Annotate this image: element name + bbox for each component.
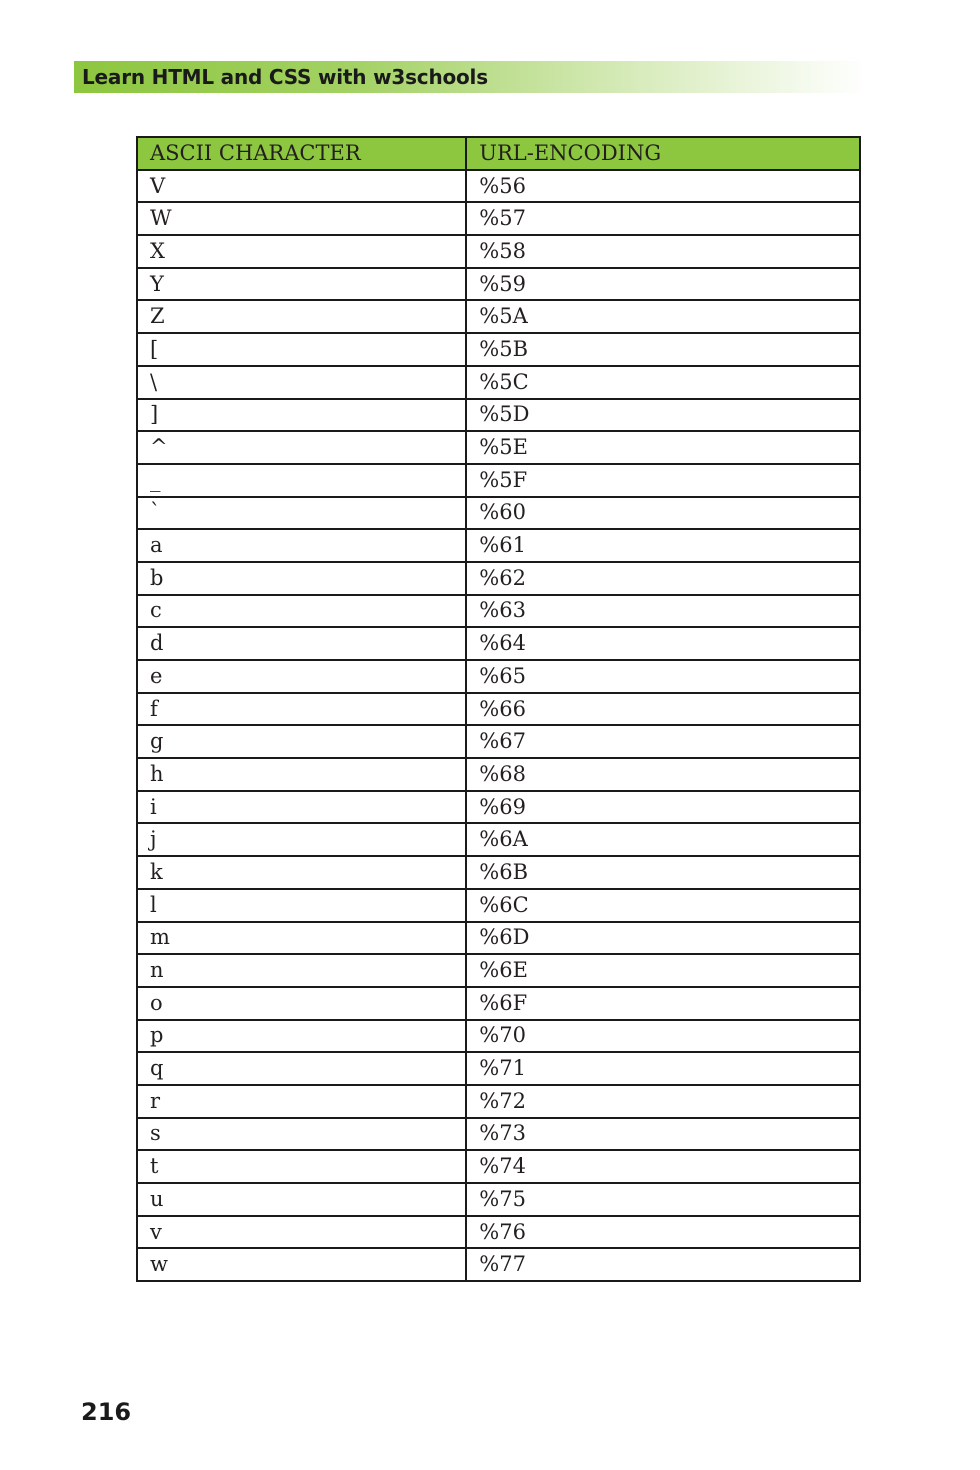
url-encoding-cell: %5C [466,366,860,399]
ascii-character-cell: j [137,823,466,856]
ascii-character-cell: a [137,529,466,562]
url-encoding-cell: %59 [466,268,860,301]
table-row [137,333,860,366]
table-row [137,725,860,758]
url-encoding-cell: %63 [466,595,860,628]
url-encoding-cell: %69 [466,791,860,824]
ascii-character-cell: b [137,562,466,595]
table-row [137,1020,860,1053]
url-encoding-cell: %6F [466,987,860,1020]
url-encoding-cell: %73 [466,1118,860,1151]
ascii-character-cell: p [137,1020,466,1053]
column-header-ascii-character: ASCII CHARACTER [137,137,466,170]
url-encoding-cell: %56 [466,170,860,203]
ascii-character-cell: u [137,1183,466,1216]
column-header-url-encoding: URL-ENCODING [466,137,860,170]
ascii-character-cell: [ [137,333,466,366]
page-number: 216 [81,1398,132,1426]
url-encoding-cell: %60 [466,497,860,530]
url-encoding-cell: %67 [466,725,860,758]
table-row [137,823,860,856]
url-encoding-cell: %72 [466,1085,860,1118]
ascii-character-cell: m [137,922,466,955]
table-row [137,856,860,889]
table-body [137,170,860,1281]
url-encoding-cell: %77 [466,1248,860,1281]
table-row [137,693,860,726]
url-encoding-table [136,136,861,1282]
url-encoding-cell: %65 [466,660,860,693]
table-row [137,202,860,235]
table-row [137,791,860,824]
ascii-character-cell: w [137,1248,466,1281]
ascii-character-cell: t [137,1150,466,1183]
table-row [137,1118,860,1151]
ascii-character-cell: e [137,660,466,693]
ascii-character-cell: k [137,856,466,889]
table-row [137,758,860,791]
url-encoding-cell: %76 [466,1216,860,1249]
url-encoding-cell: %61 [466,529,860,562]
running-header [74,61,866,93]
ascii-character-cell: X [137,235,466,268]
table-row [137,497,860,530]
table-row [137,595,860,628]
table-row [137,1052,860,1085]
url-encoding-cell: %66 [466,693,860,726]
ascii-character-cell: d [137,627,466,660]
url-encoding-cell: %5B [466,333,860,366]
url-encoding-cell: %6B [466,856,860,889]
ascii-character-cell: W [137,202,466,235]
table-row [137,1150,860,1183]
ascii-character-cell: ] [137,399,466,432]
table-row [137,1085,860,1118]
ascii-character-cell: o [137,987,466,1020]
table-row [137,627,860,660]
table-row [137,1248,860,1281]
url-encoding-cell: %74 [466,1150,860,1183]
ascii-character-cell: Y [137,268,466,301]
table-row [137,235,860,268]
ascii-character-cell: g [137,725,466,758]
table-row [137,431,860,464]
ascii-character-cell: l [137,889,466,922]
url-encoding-cell: %6A [466,823,860,856]
table-row [137,464,860,497]
url-encoding-cell: %64 [466,627,860,660]
running-header-title: Learn HTML and CSS with w3schools [82,65,488,89]
table-row [137,1216,860,1249]
url-encoding-cell: %6C [466,889,860,922]
ascii-character-cell: n [137,954,466,987]
ascii-character-cell: i [137,791,466,824]
url-encoding-cell: %68 [466,758,860,791]
table-row [137,660,860,693]
url-encoding-cell: %5F [466,464,860,497]
table-row [137,399,860,432]
table-row [137,562,860,595]
table-row [137,954,860,987]
ascii-character-cell: c [137,595,466,628]
url-encoding-cell: %71 [466,1052,860,1085]
ascii-character-cell: r [137,1085,466,1118]
ascii-character-cell: ^ [137,431,466,464]
url-encoding-cell: %62 [466,562,860,595]
url-encoding-cell: %58 [466,235,860,268]
ascii-character-cell: V [137,170,466,203]
url-encoding-cell: %5D [466,399,860,432]
url-encoding-cell: %70 [466,1020,860,1053]
url-encoding-cell: %57 [466,202,860,235]
table-row [137,300,860,333]
ascii-character-cell: v [137,1216,466,1249]
ascii-character-cell: s [137,1118,466,1151]
table-row [137,987,860,1020]
ascii-character-cell: Z [137,300,466,333]
ascii-character-cell: q [137,1052,466,1085]
table-header-row [137,137,860,170]
ascii-character-cell: \ [137,366,466,399]
ascii-character-cell: ` [137,497,466,530]
table-row [137,268,860,301]
table-row [137,889,860,922]
table-row [137,366,860,399]
table-row [137,529,860,562]
ascii-character-cell: f [137,693,466,726]
ascii-character-cell: h [137,758,466,791]
url-encoding-cell: %6E [466,954,860,987]
url-encoding-cell: %75 [466,1183,860,1216]
table-row [137,922,860,955]
table-row [137,170,860,203]
url-encoding-cell: %5E [466,431,860,464]
url-encoding-cell: %6D [466,922,860,955]
table-row [137,1183,860,1216]
ascii-character-cell: _ [137,464,466,497]
url-encoding-cell: %5A [466,300,860,333]
